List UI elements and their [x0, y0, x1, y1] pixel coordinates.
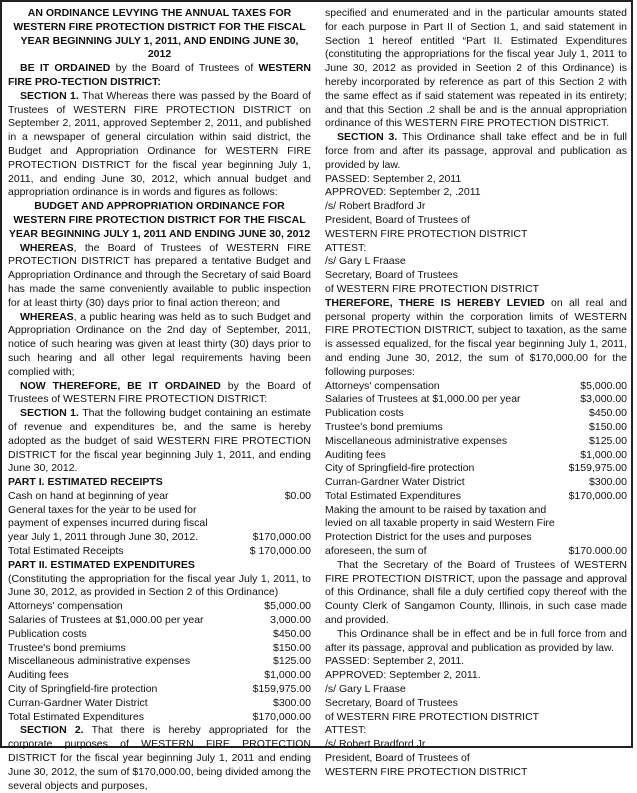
signature-org: WESTERN FIRE PROTECTION DISTRICT — [325, 227, 528, 240]
table-row — [8, 614, 311, 628]
levied-paragraph — [325, 297, 627, 380]
row-label: Publication costs — [8, 627, 87, 640]
raise-line4: aforeseen, the sum of — [325, 545, 427, 558]
row-label: Trustee's bond premiums — [8, 641, 126, 654]
signature-title: President, Board of Trustees of — [325, 213, 470, 226]
budget-heading: BUDGET AND APPROPRIATION ORDINANCE FOR WESTERN FIRE PROTECTION DISTRICT FOR THE FISCAL YEAR BEGINNING JULY 1, 2011 AND ENDING JUNE 30, 2012 — [8, 200, 311, 240]
signature-title: Secretary, Board of Trustees — [325, 696, 458, 709]
signature-title: President, Board of Trustees of — [325, 752, 470, 765]
section3-lead: SECTION 3. — [337, 131, 398, 144]
table-row — [325, 380, 627, 394]
part2-note: (Constituting the appropriation for the fiscal year July 1, 2011, to June 30, 2012, as provided in Section 2 of this Ordinance) — [8, 572, 311, 599]
table-row — [8, 683, 311, 697]
whereas2-paragraph — [8, 311, 311, 380]
raise-row — [325, 545, 627, 559]
total-receipts-label: Total Estimated Receipts — [8, 545, 124, 558]
row-label: Miscellaneous administrative expenses — [325, 434, 508, 447]
section1-lead: SECTION 1. — [20, 89, 79, 102]
row-label: Total Estimated Expenditures — [325, 489, 461, 502]
row-value: $150.00 — [589, 420, 627, 433]
total-receipts-row — [8, 545, 311, 559]
signature-name: /s/ Robert Bradford Jr — [325, 200, 426, 213]
table-row — [325, 435, 627, 449]
row-value: $1,000.00 — [264, 669, 311, 682]
row-label: Attorneys' compensation — [325, 379, 440, 392]
row-value: 3,000.00 — [270, 614, 311, 627]
general-taxes-line3: year July 1, 2011 through June 30, 2012. — [8, 531, 199, 544]
table-row — [325, 393, 627, 407]
approved-line: APPROVED: September 2, .2011 — [325, 186, 481, 199]
row-label: Curran-Gardner Water District — [325, 476, 465, 489]
row-value: $170,000.00 — [568, 489, 627, 502]
row-value: $3,000.00 — [580, 393, 627, 406]
ordained-mid: by the Board of Trustees of — [110, 62, 259, 75]
raise-line3: Protection District for the uses and purposes — [325, 531, 532, 544]
therefore-paragraph — [8, 380, 311, 408]
table-row — [325, 421, 627, 435]
levied-lead: THEREFORE, THERE IS HEREBY LEVIED — [325, 296, 545, 309]
signature-name: /s/ Gary L Fraase — [325, 255, 406, 268]
section1b-text: That the following budget containing an estimate of revenue and expenditures be, and the same is hereby adopted as the budget of said WESTERN FIRE PROTECTION DISTRICT for the fiscal year beginning July 1, 2011, and ending June 30, 2012. — [8, 407, 311, 475]
general-taxes-value: $170,000.00 — [252, 531, 311, 544]
row-label: Auditing fees — [8, 669, 69, 682]
section1b-paragraph — [8, 407, 311, 476]
row-value: $125.00 — [589, 434, 627, 447]
row-value: $450.00 — [589, 407, 627, 420]
section1b-lead: SECTION 1. — [20, 407, 79, 420]
part2-heading: PART II. ESTIMATED EXPENDITURES — [8, 558, 195, 571]
row-value: $1,000.00 — [580, 448, 627, 461]
ordinance-heading: AN ORDINANCE LEVYING THE ANNUAL TAXES FOR WESTERN FIRE PROTECTION DISTRICT FOR THE FISCAL YEAR BEGINNING JULY 1, 2011, AND ENDING JUNE 30, 2012 — [13, 7, 306, 61]
row-label: Trustee's bond premiums — [325, 420, 443, 433]
table-row — [8, 711, 311, 725]
section2-text: That there is hereby appropriated for the corporate purposes of WESTERN FIRE PROTECTION DISTRICT for the fiscal year beginning July 1, 2011 and ending June 30, 2012, the sum of $170,000.00, being divided among the several objects and purposes, — [8, 724, 311, 792]
table-row — [8, 628, 311, 642]
table-row — [325, 476, 627, 490]
table-row — [325, 490, 627, 504]
signature-title: Secretary, Board of Trustees — [325, 269, 458, 282]
signature-org: of WESTERN FIRE PROTECTION DISTRICT — [325, 710, 540, 723]
section3-paragraph — [325, 131, 627, 172]
raise-line1: Making the amount to be raised by taxation and — [325, 503, 547, 516]
row-value: $5,000.00 — [580, 379, 627, 392]
therefore-text: by the Board of Trustees of WESTERN FIRE PROTECTION DISTRICT: — [8, 379, 311, 406]
row-value: $150.00 — [273, 641, 311, 654]
whereas1-text: , the Board of Trustees of WESTERN FIRE PROTECTION DISTRICT has prepared a tentative Budget and Appropriation Ordinance and through the Secretary of said Board has made the same conveniently available to public inspection for at least thirty (30) days prior to final action thereon; and — [8, 241, 311, 309]
row-label: Salaries of Trustees at $1,000.00 per year — [325, 393, 521, 406]
general-taxes-line1: General taxes for the year to be used for — [8, 503, 197, 516]
section3-text: This Ordinance shall take effect and be in full force from and after its passage, approval and publication as provided by law. — [325, 131, 627, 171]
raise-value: $170.000.00 — [568, 545, 627, 558]
section2-lead: SECTION 2. — [20, 724, 84, 737]
row-value: $5,000.00 — [264, 600, 311, 613]
row-label: City of Springfield-fire protection — [325, 462, 475, 475]
table-row — [8, 669, 311, 683]
section2-paragraph — [8, 724, 311, 793]
row-label: Miscellaneous administrative expenses — [8, 655, 191, 668]
signature-org: WESTERN FIRE PROTECTION DISTRICT — [325, 765, 528, 778]
whereas1-paragraph — [8, 242, 311, 311]
table-row — [325, 407, 627, 421]
total-receipts-value: $ 170,000.00 — [249, 545, 311, 558]
table-row — [325, 449, 627, 463]
row-label: Auditing fees — [325, 448, 386, 461]
section1-text: That Whereas there was passed by the Board of Trustees of WESTERN FIRE PROTECTION DISTRICT on September 2, 2011, approved September 2, 2011, and published in a newspaper of general circulation within said district, the Budget and Appropriation Ordinance for WESTERN FIRE PROTECTION DISTRICT for the fiscal year beginning July 1, 2011, and ending June 30, 2012, which annual budget and appropriation ordinance is in words and figures as follows: — [8, 89, 311, 199]
attest-label: ATTEST: — [325, 241, 367, 254]
right-column — [325, 7, 627, 780]
row-value: $159,975.00 — [568, 462, 627, 475]
row-value: $300.00 — [273, 696, 311, 709]
raise-line2: levied on all taxable property in said Western Fire — [325, 517, 555, 530]
levied-text: on all real and personal property within the corporation limits of WESTERN FIRE PROTECTION DISTRICT, subject to taxation, as the same is assessed equalized, for the fiscal year beginning July 1, 2011, and ending June 30, 2012, the sum of $170,000.00 for the following purposes: — [325, 296, 627, 378]
whereas2-text: , a public hearing was held as to such Budget and Appropriation Ordinance on the 2nd day of September, 2011, notice of such hearing was given at least thirty (30) days prior to such hearing and all other legal requirements having been complied with; — [8, 310, 311, 378]
row-value: $159,975.00 — [252, 683, 311, 696]
cash-value: $0.00 — [284, 489, 311, 502]
row-value: $300.00 — [589, 476, 627, 489]
effect-paragraph: This Ordinance shall be in effect and be in full force from and after its passage, approval and publication as provided by law. — [325, 627, 627, 654]
row-value: $125.00 — [273, 655, 311, 668]
signature-org: of WESTERN FIRE PROTECTION DISTRICT — [325, 282, 540, 295]
table-row — [8, 655, 311, 669]
table-row — [325, 462, 627, 476]
passed-line: PASSED: September 2, 2011. — [325, 655, 465, 668]
row-label: Curran-Gardner Water District — [8, 696, 148, 709]
signature-name: /s/ Gary L Fraase — [325, 683, 406, 696]
whereas2-lead: WHEREAS — [20, 310, 74, 323]
signature-name: /s/ Robert Bradford Jr — [325, 738, 426, 751]
continuation-paragraph: specified and enumerated and in the particular amounts stated for each purpose in Part II of Section 1, and said statement in Section 1 hereof entitled “Part II. Estimated Expenditures (constituting the appropriations for the fiscal year July 1, 2011 to June 30, 2012 as provided in Seetion 2 of this Ordinance) is hereby incorporated by reference as part of this Section 2 with the same effect as if said statement was repeated in its entirety; and that this Section .2 shall be and is the annual appropriation ordinance of this WESTERN FIRE PROTECTION DISTRICT. — [325, 7, 627, 130]
row-label: Total Estimated Expenditures — [8, 710, 144, 723]
ordained-paragraph — [8, 62, 311, 90]
ordained-district: WESTERN FIRE PRO-TECTION DISTRICT: — [8, 62, 311, 88]
approved-line: APPROVED: September 2, 2011. — [325, 669, 481, 682]
part1-heading: PART I. ESTIMATED RECEIPTS — [8, 476, 163, 489]
general-taxes-line2: payment of expenses incurred during fiscal — [8, 517, 208, 530]
section1-paragraph — [8, 90, 311, 200]
row-label: City of Springfield-fire protection — [8, 683, 158, 696]
secretary-paragraph: That the Secretary of the Board of Trustees of WESTERN FIRE PROTECTION DISTRICT, upon the passage and approval of this Ordinance, shall file a duly certified copy thereof with the County Clerk of Sangamon County, Illinois, in such case made and provided. — [325, 558, 627, 627]
expenditure-table — [8, 600, 311, 724]
row-label: Salaries of Trustees at $1,000.00 per year — [8, 614, 204, 627]
levy-table — [325, 380, 627, 504]
table-row — [8, 642, 311, 656]
cash-row — [8, 490, 311, 504]
ordained-lead: BE IT ORDAINED — [20, 62, 111, 75]
therefore-lead: NOW THEREFORE, BE IT ORDAINED — [20, 379, 221, 392]
left-column — [8, 7, 311, 793]
attest-label: ATTEST: — [325, 724, 367, 737]
table-row — [8, 697, 311, 711]
row-label: Publication costs — [325, 407, 404, 420]
row-value: $450.00 — [273, 627, 311, 640]
general-taxes-row — [8, 531, 311, 545]
cash-label: Cash on hand at beginning of year — [8, 489, 169, 502]
whereas1-lead: WHEREAS — [20, 241, 74, 254]
row-label: Attorneys' compensation — [8, 600, 123, 613]
row-value: $170,000.00 — [252, 710, 311, 723]
table-row — [8, 600, 311, 614]
passed-line: PASSED: September 2, 2011 — [325, 172, 462, 185]
